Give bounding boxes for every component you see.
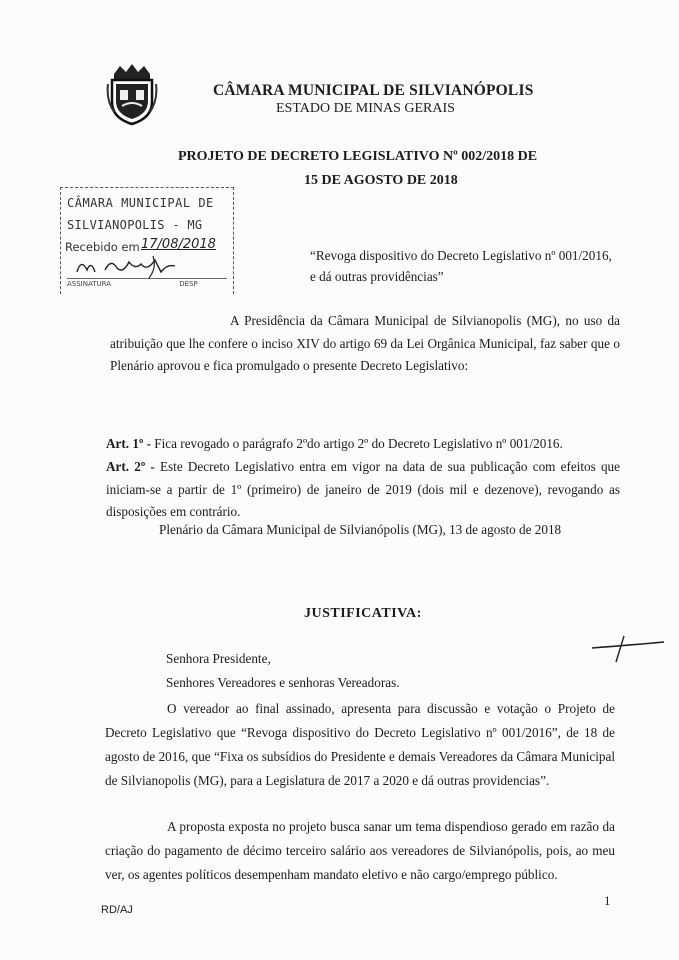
article-2-text: Este Decreto Legislativo entra em vigor na data de sua publicação com efeitos que iniciam-se a partir de 1º (primeiro) de janeiro de 2019 (dois mil e dezenove), revogando as disposições em contrário. — [106, 459, 620, 519]
stamp-received-date: 17/08/2018 — [141, 237, 216, 252]
decree-summary — [310, 245, 650, 287]
reception-stamp — [60, 187, 234, 294]
summary-line-2: e dá outras providências” — [310, 269, 444, 284]
stamp-signature-label: ASSINATURA — [67, 280, 111, 288]
handwritten-mark-icon — [590, 634, 666, 664]
preamble-paragraph: A Presidência da Câmara Municipal de Silvianopolis (MG), no uso da atribuição que lhe confere o inciso XIV do artigo 69 da Lei Orgânica Municipal, faz saber que o Plenário aprovou e fica promulgado o presente Decreto Legislativo: — [110, 313, 620, 373]
article-2 — [106, 456, 620, 524]
justification-heading: JUSTIFICATIVA: — [304, 606, 422, 621]
institution-subtitle: ESTADO DE MINAS GERAIS — [276, 101, 455, 116]
municipal-crest-icon — [106, 60, 158, 126]
article-2-label: Art. 2º - — [106, 459, 155, 474]
handwritten-signature-icon — [65, 254, 225, 278]
stamp-city: SILVIANOPOLIS - MG — [67, 218, 203, 232]
summary-line-1: “Revoga dispositivo do Decreto Legislativo nº 001/2016, — [310, 248, 612, 263]
place-and-date: Plenário da Câmara Municipal de Silvianópolis (MG), 13 de agosto de 2018 — [159, 522, 562, 537]
stamp-received-label: Recebido em — [65, 240, 140, 254]
greeting-president: Senhora Presidente, — [166, 651, 271, 666]
justification-paragraph-1: O vereador ao final assinado, apresenta para discussão e votação o Projeto de Decreto Legislativo que “Revoga dispositivo do Decreto Legislativo nº 001/2016”, de 18 de agosto de 2016, que “Fixa os subsídios do Presidente e demais Vereadores da Câmara Municipal de Silvianopolis (MG), para a Legislatura de 2017 a 2020 e dá outras providencias”. — [105, 701, 615, 788]
article-1-label: Art. 1º - — [106, 436, 151, 451]
stamp-footer — [67, 278, 227, 288]
article-1-text: Fica revogado o parágrafo 2ºdo artigo 2º do Decreto Legislativo nº 001/2016. — [151, 436, 563, 451]
institution-title: CÂMARA MUNICIPAL DE SILVIANÓPOLIS — [213, 82, 534, 99]
page-number: 1 — [604, 893, 611, 908]
greeting-councilors: Senhores Vereadores e senhoras Vereadoras. — [166, 675, 400, 690]
decree-date: 15 DE AGOSTO DE 2018 — [304, 173, 458, 188]
stamp-desp-label: DESP — [179, 280, 198, 288]
justification-paragraph-2: A proposta exposta no projeto busca sanar um tema dispendioso gerado em razão da criação do pagamento de décimo terceiro salário aos vereadores de Silvianópolis, pois, ao meu ver, os agentes políticos desempenham mandato eletivo e não cargo/emprego público. — [105, 819, 615, 882]
footer-initials: RD/AJ — [101, 904, 133, 916]
stamp-institution: CÂMARA MUNICIPAL DE — [67, 196, 214, 210]
decree-title: PROJETO DE DECRETO LEGISLATIVO Nº 002/2018 DE — [178, 149, 538, 164]
article-1 — [106, 433, 563, 456]
